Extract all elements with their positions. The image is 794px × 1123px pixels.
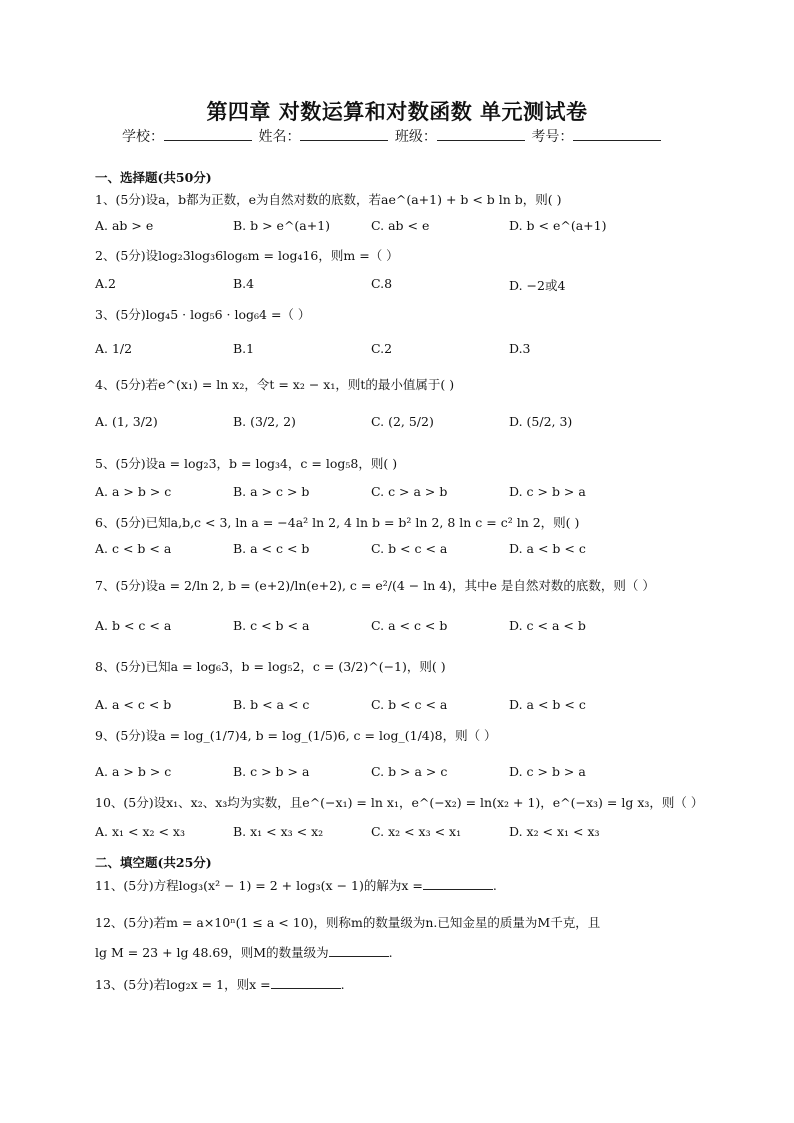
q4-option-d[interactable]: D. (5/2, 3) [509, 414, 573, 429]
q6-option-b[interactable]: B. a < c < b [233, 541, 310, 556]
q6-option-a[interactable]: A. c < b < a [95, 541, 172, 556]
question-3: 3、(5分)log₄5 · log₅6 · log₆4 =（ ） [95, 307, 311, 322]
q4-option-b[interactable]: B. (3/2, 2) [233, 414, 296, 429]
question-11: 11、(5分)方程log₃(x² − 1) = 2 + log₃(x − 1)的解为x = . [95, 878, 497, 893]
q2-option-b[interactable]: B.4 [233, 276, 255, 291]
q6-option-d[interactable]: D. a < b < c [509, 541, 586, 556]
q1-option-c[interactable]: C. ab < e [371, 218, 430, 233]
section-fill-heading: 二、填空题(共25分) [95, 855, 212, 870]
q9-option-c[interactable]: C. b > a > c [371, 764, 448, 779]
q6-option-c[interactable]: C. b < c < a [371, 541, 448, 556]
section-choice-heading: 一、选择题(共50分) [95, 170, 212, 185]
q1-option-b[interactable]: B. b > e^(a+1) [233, 218, 331, 233]
question-9: 9、(5分)设a = log_(1/7)4, b = log_(1/5)6, c = log_(1/4)8，则（ ） [95, 728, 497, 743]
q7-option-d[interactable]: D. c < a < b [509, 618, 586, 633]
q3-option-c[interactable]: C.2 [371, 341, 393, 356]
q8-option-d[interactable]: D. a < b < c [509, 697, 586, 712]
q4-option-c[interactable]: C. (2, 5/2) [371, 414, 434, 429]
q2-option-a[interactable]: A.2 [95, 276, 116, 291]
class-blank[interactable] [437, 127, 525, 141]
q1-option-d[interactable]: D. b < e^(a+1) [509, 218, 607, 233]
question-5: 5、(5分)设a = log₂3，b = log₃4，c = log₅8，则( ) [95, 456, 398, 471]
question-12: 12、(5分)若m = a×10ⁿ(1 ≤ a < 10)，则称m的数量级为n.已知金星的质量为M千克，且 [95, 915, 601, 930]
q9-option-a[interactable]: A. a > b > c [95, 764, 172, 779]
q10-option-a[interactable]: A. x₁ < x₂ < x₃ [95, 824, 185, 839]
q5-option-d[interactable]: D. c > b > a [509, 484, 586, 499]
q5-option-c[interactable]: C. c > a > b [371, 484, 448, 499]
question-7: 7、(5分)设a = 2/ln 2, b = (e+2)/ln(e+2), c = e²/(4 − ln 4)，其中e 是自然对数的底数，则（ ） [95, 578, 655, 593]
q7-option-c[interactable]: C. a < c < b [371, 618, 448, 633]
q7-option-a[interactable]: A. b < c < a [95, 618, 172, 633]
q8-option-c[interactable]: C. b < c < a [371, 697, 448, 712]
q9-option-b[interactable]: B. c > b > a [233, 764, 310, 779]
q10-option-d[interactable]: D. x₂ < x₁ < x₃ [509, 824, 600, 839]
question-8: 8、(5分)已知a = log₆3，b = log₅2，c = (3/2)^(−1)，则( ) [95, 659, 446, 674]
number-blank[interactable] [573, 127, 661, 141]
question-13-text: 13、(5分)若log₂x = 1，则x = [95, 977, 271, 992]
question-12-text-2: lg M = 23 + lg 48.69，则M的数量级为 [95, 945, 329, 960]
q7-option-b[interactable]: B. c < b < a [233, 618, 310, 633]
name-label: 姓名： [258, 129, 301, 145]
q1-option-a[interactable]: A. ab > e [95, 218, 154, 233]
question-2: 2、(5分)设log₂3log₃6log₆m = log₄16，则m =（ ） [95, 248, 399, 263]
student-info-row [122, 126, 663, 146]
q10-option-c[interactable]: C. x₂ < x₃ < x₁ [371, 824, 462, 839]
q12-answer-blank[interactable] [329, 945, 389, 957]
number-label: 考号： [531, 129, 574, 145]
school-label: 学校： [122, 129, 164, 145]
q8-option-b[interactable]: B. b < a < c [233, 697, 310, 712]
q2-option-c[interactable]: C.8 [371, 276, 393, 291]
q3-option-d[interactable]: D.3 [509, 341, 531, 356]
q10-option-b[interactable]: B. x₁ < x₃ < x₂ [233, 824, 324, 839]
q3-option-b[interactable]: B.1 [233, 341, 255, 356]
question-6: 6、(5分)已知a,b,c < 3, ln a = −4a² ln 2, 4 ln b = b² ln 2, 8 ln c = c² ln 2，则( ) [95, 515, 580, 530]
q8-option-a[interactable]: A. a < c < b [95, 697, 172, 712]
q3-option-a[interactable]: A. 1/2 [95, 341, 133, 356]
q11-answer-blank[interactable] [423, 878, 493, 890]
q13-answer-blank[interactable] [271, 977, 341, 989]
question-12-cont: lg M = 23 + lg 48.69，则M的数量级为 . [95, 945, 393, 960]
exam-title: 第四章 对数运算和对数函数 单元测试卷 [206, 99, 588, 124]
q5-option-a[interactable]: A. a > b > c [95, 484, 172, 499]
class-label: 班级： [394, 129, 437, 145]
question-10: 10、(5分)设x₁、x₂、x₃均为实数，且e^(−x₁) = ln x₁，e^(−x₂) = ln(x₂ + 1)，e^(−x₃) = lg x₃，则（ ） [95, 795, 704, 810]
name-blank[interactable] [300, 127, 388, 141]
question-13: 13、(5分)若log₂x = 1，则x = . [95, 977, 345, 992]
school-blank[interactable] [164, 127, 252, 141]
question-11-text: 11、(5分)方程log₃(x² − 1) = 2 + log₃(x − 1)的解为x = [95, 878, 423, 893]
question-1: 1、(5分)设a，b都为正数，e为自然对数的底数，若ae^(a+1) + b < b ln b，则( ) [95, 192, 562, 207]
q4-option-a[interactable]: A. (1, 3/2) [95, 414, 158, 429]
q2-option-d[interactable]: D. −2或4 [509, 278, 566, 293]
question-4: 4、(5分)若e^(x₁) = ln x₂，令t = x₂ − x₁，则t的最小值属于( ) [95, 377, 455, 392]
q9-option-d[interactable]: D. c > b > a [509, 764, 586, 779]
q5-option-b[interactable]: B. a > c > b [233, 484, 310, 499]
